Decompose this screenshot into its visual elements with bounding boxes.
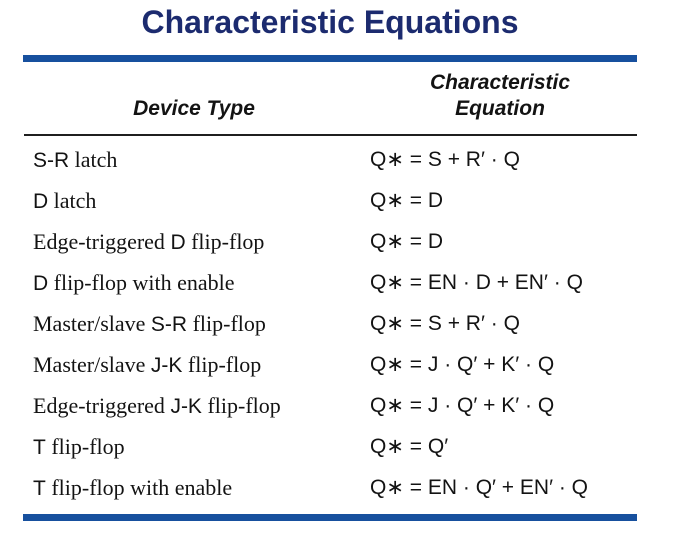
header-rule <box>24 134 637 136</box>
device-type-cell: Edge-triggered D flip-flop <box>33 228 265 254</box>
bottom-rule <box>23 514 637 521</box>
device-type-cell: Master/slave S-R flip-flop <box>33 310 266 336</box>
characteristic-equation-header: Characteristic Equation <box>429 71 571 120</box>
table-row <box>23 221 637 262</box>
device-type-cell: Master/slave J-K flip-flop <box>33 351 262 377</box>
device-type-cell: Edge-triggered J-K flip-flop <box>33 392 281 418</box>
equation-cell: Q∗ = S + R′ · Q <box>370 148 520 171</box>
equation-cell: Q∗ = D <box>370 230 444 253</box>
device-type-cell: T flip-flop with enable <box>33 474 233 500</box>
page-title: Characteristic Equations <box>141 4 519 40</box>
table-row <box>23 426 637 467</box>
top-rule <box>23 55 637 62</box>
table-rows <box>23 139 637 508</box>
table-row <box>23 180 637 221</box>
equation-cell: Q∗ = S + R′ · Q <box>370 312 520 335</box>
device-type-cell: S-R latch <box>33 146 118 172</box>
device-type-header: Device Type <box>133 97 255 120</box>
equation-cell: Q∗ = D <box>370 189 444 212</box>
table-row <box>23 303 637 344</box>
device-type-cell: D latch <box>33 187 97 213</box>
table-row <box>23 262 637 303</box>
device-type-cell: D flip-flop with enable <box>33 269 235 295</box>
device-type-cell: T flip-flop <box>33 433 125 459</box>
table-row <box>23 467 637 508</box>
equation-cell: Q∗ = Q′ <box>370 435 449 458</box>
equation-cell: Q∗ = J · Q′ + K′ · Q <box>370 394 555 417</box>
table-row <box>23 385 637 426</box>
table-row <box>23 139 637 180</box>
equation-cell: Q∗ = J · Q′ + K′ · Q <box>370 353 555 376</box>
table-row <box>23 344 637 385</box>
equation-cell: Q∗ = EN · Q′ + EN′ · Q <box>370 476 589 499</box>
equation-cell: Q∗ = EN · D + EN′ · Q <box>370 271 583 294</box>
